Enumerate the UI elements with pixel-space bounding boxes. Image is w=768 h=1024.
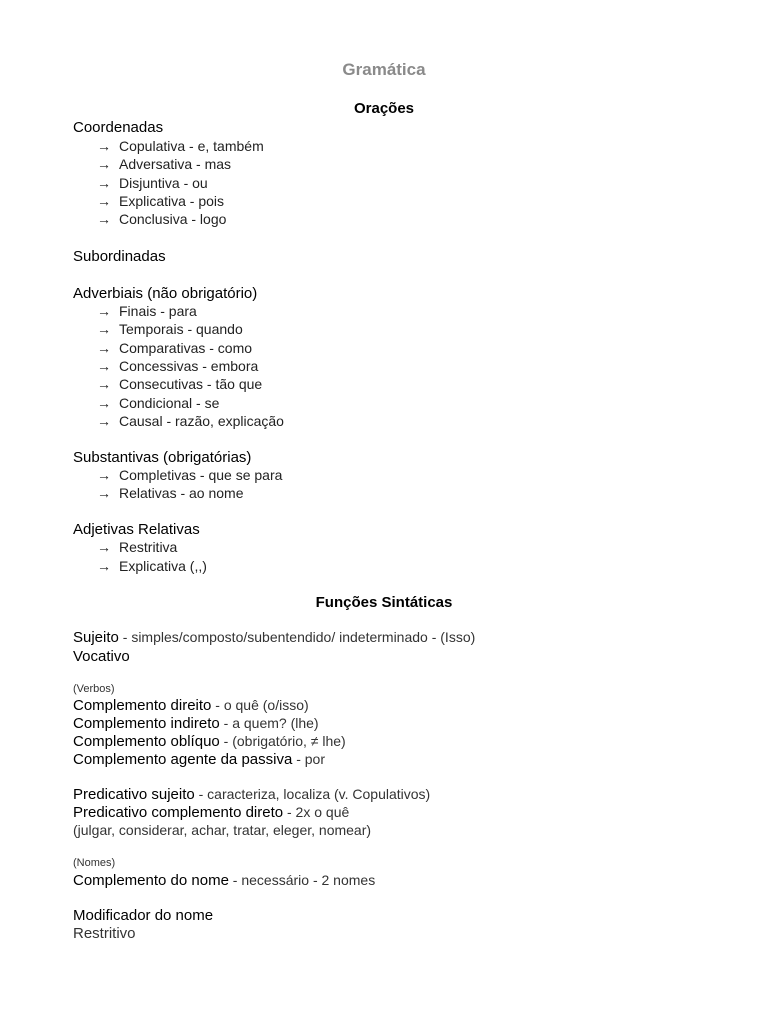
entry-modificador-restritivo: Restritivo (73, 925, 136, 942)
entry-modificador-nome: Modificador do nome (73, 907, 214, 924)
arrow-icon: → (97, 321, 111, 337)
entry-sujeito: Sujeito - simples/composto/subentendido/ indeterminado - (Isso) (73, 629, 476, 646)
list-item: → Concessivas - embora (97, 358, 259, 374)
list-item: → Finais - para (97, 303, 197, 319)
page-title: Gramática (342, 60, 426, 79)
arrow-icon: → (97, 138, 111, 154)
list-item: → Relativas - ao nome (97, 485, 244, 501)
entry-complemento-agente: Complemento agente da passiva - por (73, 751, 325, 768)
note-verbos: (Verbos) (73, 683, 115, 695)
list-item: → Causal - razão, explicação (97, 413, 284, 429)
list-item: → Temporais - quando (97, 321, 243, 337)
arrow-icon: → (97, 211, 111, 227)
heading-adjetivas: Adjetivas Relativas (73, 521, 200, 538)
list-item: → Explicativa (,,) (97, 558, 207, 574)
arrow-icon: → (97, 539, 111, 555)
note-nomes: (Nomes) (73, 857, 116, 869)
list-item: → Completivas - que se para (97, 467, 283, 483)
heading-subordinadas: Subordinadas (73, 248, 166, 265)
heading-coordenadas: Coordenadas (73, 119, 164, 136)
note-predicativo-cd: (julgar, considerar, achar, tratar, eleger, nomear) (73, 822, 372, 838)
entry-complemento-nome: Complemento do nome - necessário - 2 nomes (73, 872, 376, 889)
entry-complemento-direito: Complemento direito - o quê (o/isso) (73, 697, 309, 714)
arrow-icon: → (97, 358, 111, 374)
arrow-icon: → (97, 340, 111, 356)
heading-substantivas: Substantivas (obrigatórias) (73, 449, 252, 466)
arrow-icon: → (97, 156, 111, 172)
list-item: → Conclusiva - logo (97, 211, 227, 227)
arrow-icon: → (97, 395, 111, 411)
list-item: → Comparativas - como (97, 340, 253, 356)
arrow-icon: → (97, 485, 111, 501)
arrow-icon: → (97, 413, 111, 429)
section-title-oracoes: Orações (353, 100, 415, 117)
arrow-icon: → (97, 193, 111, 209)
arrow-icon: → (97, 376, 111, 392)
entry-complemento-indireto: Complemento indireto - a quem? (lhe) (73, 715, 319, 732)
entry-predicativo-cd: Predicativo complemento direto - 2x o quê (73, 804, 350, 821)
heading-adverbiais: Adverbiais (não obrigatório) (73, 285, 258, 302)
list-item: → Disjuntiva - ou (97, 175, 208, 191)
section-title-funcoes: Funções Sintáticas (315, 594, 453, 611)
entry-vocativo: Vocativo (73, 648, 130, 665)
arrow-icon: → (97, 303, 111, 319)
list-item: → Copulativa - e, também (97, 138, 264, 154)
list-item: → Condicional - se (97, 395, 220, 411)
arrow-icon: → (97, 175, 111, 191)
list-item: → Consecutivas - tão que (97, 376, 263, 392)
list-item: → Restritiva (97, 539, 178, 555)
entry-complemento-obliquo: Complemento oblíquo - (obrigatório, ≠ lhe) (73, 733, 346, 750)
list-item: → Adversativa - mas (97, 156, 232, 172)
arrow-icon: → (97, 558, 111, 574)
entry-predicativo-sujeito: Predicativo sujeito - caracteriza, localiza (v. Copulativos) (73, 786, 431, 803)
list-item: → Explicativa - pois (97, 193, 225, 209)
arrow-icon: → (97, 467, 111, 483)
